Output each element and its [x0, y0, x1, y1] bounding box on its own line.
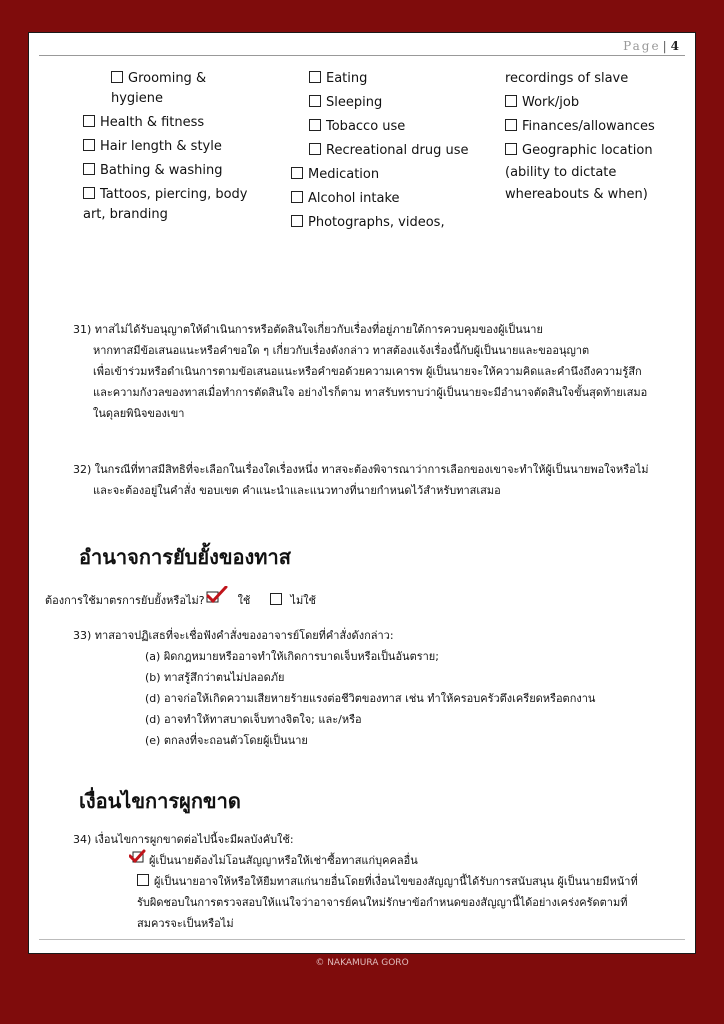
checkbox-icon[interactable] — [291, 215, 303, 227]
page-number: 4 — [670, 39, 679, 53]
checkbox-icon[interactable] — [83, 139, 95, 151]
option-medication[interactable]: Medication — [291, 163, 486, 187]
veto-question-row — [45, 590, 635, 611]
checkbox-icon[interactable] — [137, 874, 149, 886]
option-tattoos-cont: art, branding — [83, 207, 168, 222]
clause-31-line: เพื่อเข้าร่วมหรือดำเนินการตามข้อเสนอแนะหรือคำขอด้วยความเคารพ ผู้เป็นนายจะให้ความคิดและคำนึงถึงความรู้สึก — [93, 365, 642, 378]
option-grooming[interactable]: Grooming & — [83, 67, 258, 91]
option-geographic-cont: (ability to dictate — [505, 165, 617, 180]
options-column-3 — [505, 67, 685, 207]
checkbox-icon[interactable] — [270, 593, 282, 605]
options-column-1 — [83, 67, 258, 227]
clause-33-d1: (d) อาจก่อให้เกิดความเสียหายร้ายแรงต่อชีวิตของทาส เช่น ทำให้ครอบครัวตึงเครียดหรือตกงาน — [145, 692, 596, 705]
checkbox-icon[interactable] — [309, 119, 321, 131]
veto-no-label: ไม่ใช้ — [290, 594, 317, 607]
option-work[interactable]: Work/job — [505, 91, 685, 115]
option-health[interactable]: Health & fitness — [83, 111, 258, 135]
clause-34 — [73, 829, 663, 934]
clause-31 — [73, 319, 663, 424]
option-bathing[interactable]: Bathing & washing — [83, 159, 258, 183]
footer-divider — [39, 939, 685, 940]
clause-32-line: 32) ในกรณีที่ทาสมีสิทธิที่จะเลือกในเรื่องใดเรื่องหนึ่ง ทาสจะต้องพิจารณาว่าการเลือกของเขาจะทำให้ผู้เป็นนายพอใจหรือไม่ — [73, 463, 649, 476]
option-photographs[interactable]: Photographs, videos, — [291, 211, 486, 235]
clause-33 — [73, 625, 663, 751]
clause-31-line: 31) ทาสไม่ได้รับอนุญาตให้ดำเนินการหรือตัดสินใจเกี่ยวกับเรื่องที่อยู่ภายใต้การควบคุมของผู้เป็นนาย — [73, 323, 543, 336]
option-hair[interactable]: Hair length & style — [83, 135, 258, 159]
checkbox-icon[interactable] — [291, 191, 303, 203]
binding-option-2[interactable]: ผู้เป็นนายอาจให้หรือให้ยืมทาสแก่นายอื่นโดยที่เงื่อนไขของสัญญานี้ได้รับการสนับสนุน ผู้เป็นนายมีหน้าที่ — [73, 871, 663, 892]
section-heading-veto: อำนาจการยับยั้งของทาส — [79, 545, 291, 569]
checkbox-icon[interactable] — [83, 163, 95, 175]
checked-checkbox-icon[interactable] — [133, 852, 145, 866]
binding-option-1[interactable]: ผู้เป็นนายต้องไม่โอนสัญญาหรือให้เช่าซื้อทาสแก่บุคคลอื่น — [73, 850, 663, 871]
clause-33-intro: 33) ทาสอาจปฏิเสธที่จะเชื่อฟังคำสั่งของอาจารย์โดยที่คำสั่งดังกล่าว: — [73, 629, 394, 642]
checkbox-icon[interactable] — [83, 187, 95, 199]
clause-32 — [73, 459, 663, 501]
checkbox-icon[interactable] — [505, 143, 517, 155]
option-grooming-cont: hygiene — [111, 91, 164, 106]
checkbox-icon[interactable] — [309, 71, 321, 83]
option-tattoos[interactable]: Tattoos, piercing, body — [83, 183, 258, 207]
clause-33-b: (b) ทาสรู้สึกว่าตนไม่ปลอดภัย — [145, 671, 285, 684]
veto-question: ต้องการใช้มาตรการยับยั้งหรือไม่? — [45, 594, 205, 607]
option-sleeping[interactable]: Sleeping — [291, 91, 486, 115]
option-alcohol[interactable]: Alcohol intake — [291, 187, 486, 211]
header-divider — [39, 55, 685, 56]
option-geographic[interactable]: Geographic location — [505, 139, 685, 163]
page-number-header: Page | 4 — [623, 39, 679, 53]
veto-yes-label: ใช้ — [237, 594, 251, 607]
option-tobacco[interactable]: Tobacco use — [291, 115, 486, 139]
checkbox-icon[interactable] — [111, 71, 123, 83]
option-geographic-cont2: whereabouts & when) — [505, 187, 648, 202]
checked-checkbox-icon[interactable] — [208, 592, 224, 606]
option-eating[interactable]: Eating — [291, 67, 486, 91]
checkbox-icon[interactable] — [505, 119, 517, 131]
checkbox-icon[interactable] — [83, 115, 95, 127]
binding-option-2-cont: สมควรจะเป็นหรือไม่ — [137, 917, 234, 930]
clause-33-e: (e) ตกลงที่จะถอนตัวโดยผู้เป็นนาย — [145, 734, 308, 747]
document-page — [28, 32, 696, 954]
options-column-2 — [291, 67, 486, 235]
clause-33-d2: (d) อาจทำให้ทาสบาดเจ็บทางจิตใจ; และ/หรือ — [145, 713, 362, 726]
copyright-footer: © NAKAMURA GORO — [315, 958, 409, 968]
clause-34-intro: 34) เงื่อนไขการผูกขาดต่อไปนี้จะมีผลบังคับใช้: — [73, 833, 294, 846]
page-word: Page — [623, 39, 661, 53]
clause-32-line: และจะต้องอยู่ในคำสั่ง ขอบเขต คำแนะนำและแนวทางที่นายกำหนดไว้สำหรับทาสเสมอ — [93, 484, 501, 497]
clause-31-line: หากทาสมีข้อเสนอแนะหรือคำขอใด ๆ เกี่ยวกับเรื่องดังกล่าว ทาสต้องแจ้งเรื่องนี้กับผู้เป็นนายและขออนุญาต — [93, 344, 590, 357]
clause-33-a: (a) ผิดกฎหมายหรืออาจทำให้เกิดการบาดเจ็บหรือเป็นอันตราย; — [145, 650, 439, 663]
checkbox-icon[interactable] — [309, 95, 321, 107]
checkbox-icon[interactable] — [309, 143, 321, 155]
option-recreational-drug[interactable]: Recreational drug use — [291, 139, 486, 163]
checkbox-icon[interactable] — [505, 95, 517, 107]
option-recordings-cont: recordings of slave — [505, 71, 629, 86]
clause-31-line: และความกังวลของทาสเมื่อทำการตัดสินใจ อย่างไรก็ตาม ทาสรับทราบว่าผู้เป็นนายจะมีอำนาจตัดสินใจขั้นสุดท้ายเสมอ — [93, 386, 648, 399]
checkbox-icon[interactable] — [291, 167, 303, 179]
option-finances[interactable]: Finances/allowances — [505, 115, 685, 139]
binding-option-2-cont: รับผิดชอบในการตรวจสอบให้แน่ใจว่าอาจารย์คนใหม่รักษาข้อกำหนดของสัญญานี้ได้อย่างเคร่งครัดตามที่ — [137, 896, 628, 909]
clause-31-line: ในดุลยพินิจของเขา — [93, 407, 185, 420]
section-heading-binding: เงื่อนไขการผูกขาด — [79, 789, 241, 813]
